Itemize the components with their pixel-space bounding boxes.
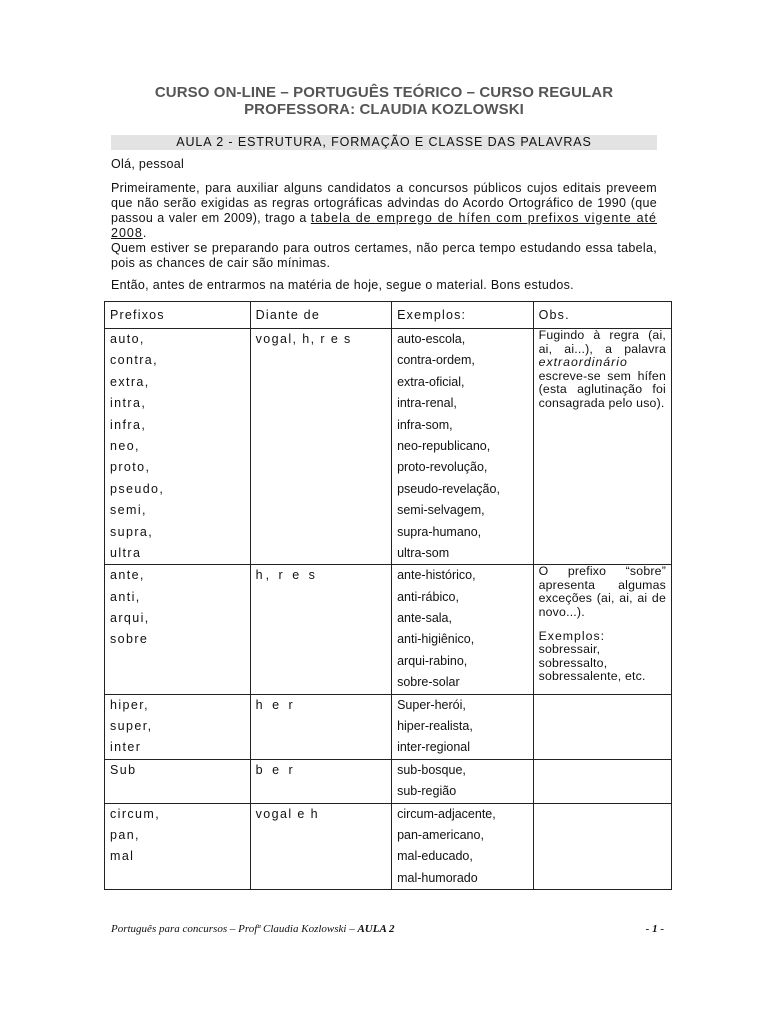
example-item: ultra-som [397, 545, 450, 560]
prefix-cell [105, 759, 251, 803]
example-item: supra-humano, [397, 524, 482, 539]
examples-cell [392, 329, 534, 565]
obs-cell [533, 329, 671, 565]
example-item: sobre-solar [397, 675, 460, 690]
example-item: hiper-realista, [397, 719, 473, 734]
prefix-item: inter [110, 740, 142, 755]
prefix-cell [105, 694, 251, 759]
example-item: sub-bosque, [397, 762, 466, 777]
prefix-item: extra, [110, 374, 150, 389]
intro-paragraph-2: Quem estiver se preparando para outros certames, não perca tempo estudando essa tabela, pois as chances de cair são mínimas. [111, 241, 657, 270]
prefix-item: mal [110, 849, 135, 864]
example-item: Super-herói, [397, 697, 466, 712]
before-cell [250, 759, 391, 803]
table-row [105, 329, 672, 565]
prefix-item: infra, [110, 417, 147, 432]
prefix-item: auto, [110, 332, 145, 346]
prefix-item: contra, [110, 353, 159, 368]
table-row [105, 565, 672, 694]
teacher-name: PROFESSORA: CLAUDIA KOZLOWSKI [244, 101, 524, 118]
intro-paragraph-1 [111, 181, 657, 241]
prefix-item: neo, [110, 438, 140, 453]
prefix-item: intra, [110, 396, 147, 411]
example-item: auto-escola, [397, 332, 466, 346]
example-item: mal-educado, [397, 849, 473, 864]
example-item: anti-rábico, [397, 589, 459, 604]
footer-course [111, 923, 394, 935]
prefix-item: ultra [110, 545, 142, 560]
prefix-item: semi, [110, 503, 147, 518]
before-value: vogal e h [255, 806, 319, 821]
before-cell [250, 329, 391, 565]
lesson-title-bar: AULA 2 - ESTRUTURA, FORMAÇÃO E CLASSE DAS PALAVRAS [111, 135, 657, 150]
prefix-item: pseudo, [110, 481, 165, 496]
table-header-row [105, 302, 672, 329]
prefix-cell [105, 565, 251, 694]
table-row [105, 694, 672, 759]
example-item: mal-humorado [397, 870, 478, 885]
table-row [105, 759, 672, 803]
example-item: anti-higiênico, [397, 632, 475, 647]
prefix-item: super, [110, 719, 153, 734]
obs-text: Fugindo à regra (ai, ai, ai...), a palavra [538, 328, 666, 356]
example-item: neo-republicano, [397, 438, 491, 453]
intro-paragraph-1-text: Primeiramente, para auxiliar alguns candidatos a concursos públicos cujos editais preveem que não serão exigidas as regras ortográficas advindas do Acordo Ortográfico de 1990 (que passou a valer em 2009), trago a [111, 181, 657, 225]
example-item: proto-revolução, [397, 460, 488, 475]
prefix-item: proto, [110, 460, 151, 475]
obs-cell [533, 759, 671, 803]
example-item: extra-oficial, [397, 374, 465, 389]
example-item: semi-selvagem, [397, 503, 485, 518]
footer-lesson: AULA 2 [357, 923, 395, 935]
example-item: pan-americano, [397, 827, 484, 842]
obs-examples-label: Exemplos: [538, 628, 606, 643]
header-prefixos: Prefixos [105, 302, 251, 329]
example-item: ante-histórico, [397, 568, 476, 583]
prefix-hyphen-table [104, 301, 672, 890]
header-exemplos: Exemplos: [392, 302, 534, 329]
before-value: h e r [255, 697, 296, 712]
table-row [105, 803, 672, 890]
example-item: infra-som, [397, 417, 453, 432]
prefix-item: Sub [110, 762, 137, 777]
example-item: intra-renal, [397, 396, 457, 411]
example-item: inter-regional [397, 740, 471, 755]
obs-examples: sobressair, sobressalto, sobressalente, etc. [538, 642, 646, 684]
header-diante-de: Diante de [250, 302, 391, 329]
example-item: contra-ordem, [397, 353, 475, 368]
prefix-item: anti, [110, 589, 141, 604]
examples-cell [392, 565, 534, 694]
example-item: sub-região [397, 784, 457, 799]
before-value: b e r [255, 762, 296, 777]
prefix-item: supra, [110, 524, 154, 539]
page-number: - 1 - [645, 923, 664, 935]
before-cell [250, 803, 391, 890]
prefix-cell [105, 803, 251, 890]
intro-paragraph-1-end: . [142, 226, 147, 240]
examples-cell [392, 759, 534, 803]
obs-text: O prefixo “sobre” apresenta algumas exceções (ai, ai, ai de novo...). [538, 564, 666, 620]
example-item: circum-adjacente, [397, 806, 496, 821]
examples-cell [392, 694, 534, 759]
obs-cell [533, 694, 671, 759]
before-cell [250, 565, 391, 694]
header-obs: Obs. [533, 302, 671, 329]
obs-cell [533, 565, 671, 694]
greeting: Olá, pessoal [111, 157, 185, 171]
hyphen-table-link[interactable]: tabela de emprego de hífen com prefixos vigente até 2008 [111, 211, 657, 240]
intro-paragraph-3: Então, antes de entrarmos na matéria de hoje, segue o material. Bons estudos. [111, 278, 574, 292]
before-value: vogal, h, r e s [255, 332, 352, 346]
prefix-item: circum, [110, 806, 161, 821]
example-item: ante-sala, [397, 611, 452, 626]
prefix-item: sobre [110, 632, 149, 647]
prefix-item: arqui, [110, 611, 150, 626]
obs-text-end: escreve-se sem hífen (esta aglutinação foi consagrada pelo uso). [538, 368, 666, 410]
prefix-cell [105, 329, 251, 565]
prefix-item: ante, [110, 568, 145, 583]
footer-text: Português para concursos – Profª Claudia Kozlowski – [111, 923, 358, 935]
prefix-item: pan, [110, 827, 140, 842]
before-cell [250, 694, 391, 759]
example-item: pseudo-revelação, [397, 481, 500, 496]
obs-cell [533, 803, 671, 890]
example-item: arqui-rabino, [397, 653, 468, 668]
examples-cell [392, 803, 534, 890]
prefix-item: hiper, [110, 697, 149, 712]
before-value: h, r e s [255, 568, 318, 583]
obs-italic-word: extraordinário [538, 355, 628, 370]
course-title: CURSO ON-LINE – PORTUGUÊS TEÓRICO – CURSO REGULAR [154, 84, 614, 101]
